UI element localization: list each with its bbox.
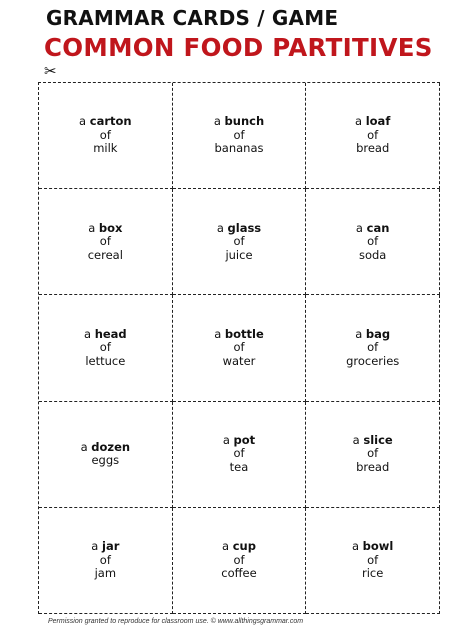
card-article: a (83, 326, 92, 341)
card-noun: bananas (214, 141, 264, 156)
card-of: of (99, 234, 111, 249)
card-noun: jam (94, 566, 117, 581)
card-of: of (367, 234, 379, 249)
card-partitive: bowl (362, 539, 394, 554)
card-of: of (233, 446, 245, 461)
card-noun: tea (229, 459, 249, 474)
card-partitive: bottle (224, 326, 264, 341)
card-article: a (79, 114, 87, 129)
card-of: of (367, 340, 379, 355)
card (306, 295, 440, 401)
card-partitive: pot (233, 432, 256, 447)
card-of: of (233, 340, 245, 355)
card-article: a (355, 220, 363, 235)
card-article: a (216, 220, 224, 235)
card-article: a (351, 539, 360, 554)
card (39, 83, 173, 189)
card (173, 189, 307, 295)
card (173, 83, 307, 189)
card-noun: bread (356, 459, 390, 474)
card-of: of (367, 446, 379, 461)
card-partitive: can (366, 220, 390, 235)
card-headline (353, 434, 393, 448)
card-noun: milk (93, 141, 118, 156)
card-article: a (222, 432, 230, 447)
card (39, 189, 173, 295)
card-headline (79, 115, 132, 129)
card-noun: soda (358, 247, 387, 262)
card-article: a (355, 114, 363, 129)
card (39, 508, 173, 614)
card-grid (38, 82, 440, 614)
card-partitive: carton (89, 114, 132, 129)
card-article: a (91, 539, 99, 554)
card-of: of (233, 127, 245, 142)
card-partitive: slice (363, 432, 393, 447)
card-headline (355, 115, 390, 129)
permission-footer: Permission granted to reproduce for classroom use. © www.allthingsgrammar.com (48, 618, 304, 625)
card-of: of (367, 127, 379, 142)
card-partitive: cup (232, 539, 256, 554)
card-article: a (213, 114, 221, 129)
card-noun: groceries (346, 353, 400, 368)
card-headline (356, 222, 389, 236)
card-partitive: box (98, 220, 123, 235)
card-of: of (233, 234, 245, 249)
card-headline (223, 434, 255, 448)
card (306, 83, 440, 189)
card-noun: eggs (91, 453, 120, 468)
card (173, 402, 307, 508)
card-of: of (99, 127, 111, 142)
card (39, 402, 173, 508)
card-of: of (99, 552, 111, 567)
card-headline (84, 328, 127, 342)
card-noun: juice (225, 247, 253, 262)
card-headline (217, 222, 261, 236)
card-article: a (80, 439, 88, 454)
card-partitive: bunch (224, 114, 265, 129)
card-article: a (222, 539, 230, 554)
card-partitive: bag (365, 326, 391, 341)
card-of: of (233, 552, 245, 567)
card-partitive: jar (102, 539, 120, 554)
card-noun: water (222, 353, 256, 368)
card-headline (81, 441, 131, 455)
card-article: a (352, 432, 360, 447)
card-headline (214, 328, 264, 342)
card (306, 189, 440, 295)
card-headline (222, 540, 256, 554)
card (306, 402, 440, 508)
card-article: a (214, 326, 222, 341)
card-partitive: glass (227, 220, 262, 235)
card-headline (352, 540, 393, 554)
header-subtitle: GRAMMAR CARDS / GAME (46, 6, 339, 30)
card-noun: cereal (87, 247, 123, 262)
page-title: COMMON FOOD PARTITIVES (44, 33, 433, 62)
card-article: a (88, 220, 96, 235)
card-partitive: loaf (365, 114, 391, 129)
card (173, 295, 307, 401)
card-headline (355, 328, 390, 342)
card-noun: lettuce (85, 353, 126, 368)
card-article: a (355, 326, 363, 341)
card-of: of (99, 340, 111, 355)
card-headline (88, 222, 122, 236)
card-headline (214, 115, 264, 129)
card (306, 508, 440, 614)
card-headline (91, 540, 119, 554)
card-of: of (367, 552, 379, 567)
card-noun: coffee (221, 566, 257, 581)
scissors-icon: ✂ (44, 62, 57, 80)
card (39, 295, 173, 401)
card-noun: rice (362, 566, 384, 581)
card-partitive: dozen (91, 439, 131, 454)
card (173, 508, 307, 614)
card-partitive: head (94, 326, 127, 341)
card-noun: bread (356, 141, 390, 156)
